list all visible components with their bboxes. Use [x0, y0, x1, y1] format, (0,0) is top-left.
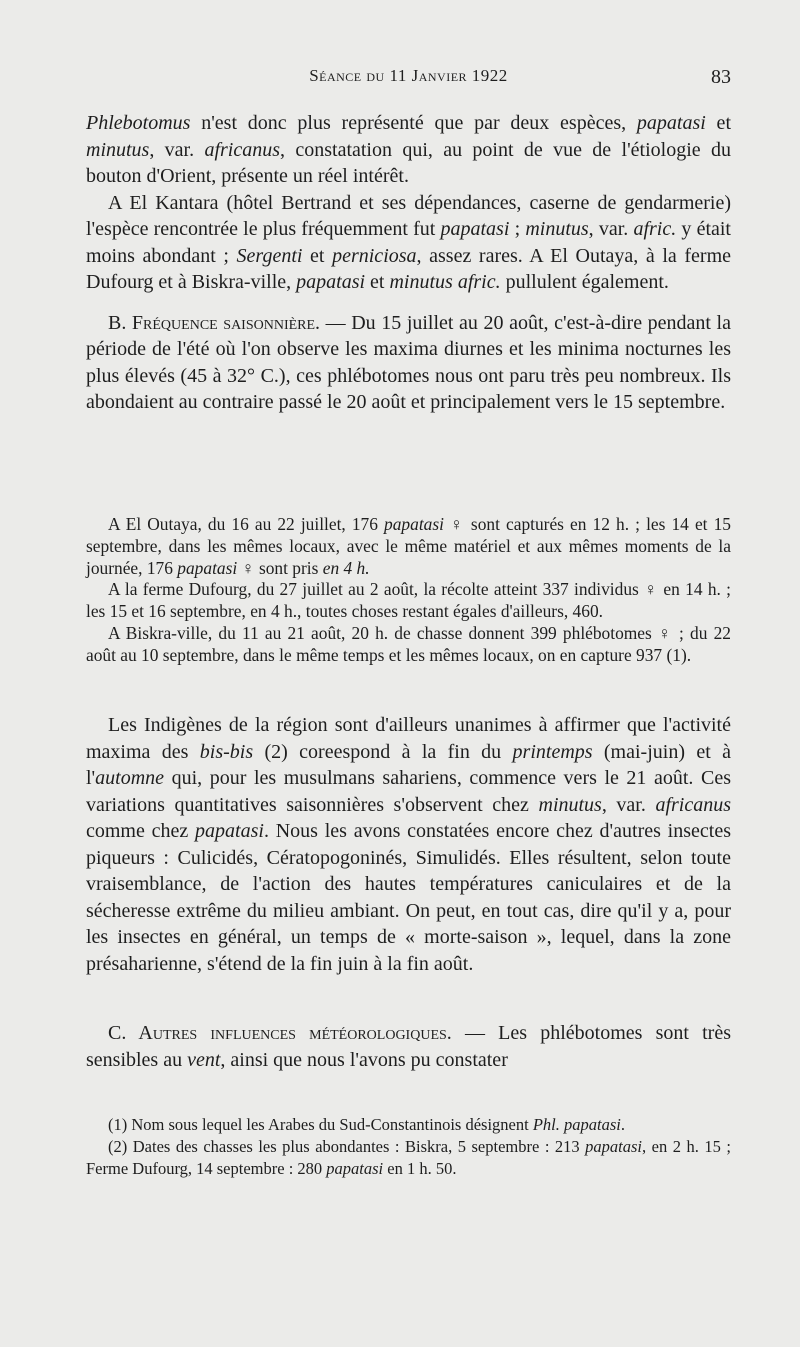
taxon-name: afric. [633, 218, 677, 240]
taxon-name: minutus afric. [389, 271, 501, 293]
section-heading-b: B. Fréquence saisonnière. [108, 311, 321, 334]
small-paragraph-2: A la ferme Dufourg, du 27 juillet au 2 août, la récolte atteint 337 individus ♀ en 14 h. ; les 15 et 16 septembre, en 4 h., toutes choses restant égales d'ailleurs, 460. [86, 579, 731, 622]
footnote-2: (2) Dates des chasses les plus abondantes : Biskra, 5 septembre : 213 papatasi, en 2 h. 15 ; Ferme Dufourg, 14 septembre : 280 papatasi en 1 h. 50. [86, 1137, 731, 1178]
taxon-name: africanus [204, 138, 281, 161]
taxon-name: minutus [538, 793, 602, 816]
section-heading-c: C. Autres influences météorologiques. [108, 1022, 452, 1044]
body-text-middle [86, 712, 731, 977]
taxon-name: papatasi [177, 557, 238, 578]
paragraph-1: Phlebotomus n'est donc plus représenté que par deux espèces, papatasi et minutus, var. africanus, constatation qui, au point de vue de l'étiologie du bouton d'Orient, présente un réel intérêt. [86, 112, 731, 187]
taxon-name: minutus [86, 138, 150, 161]
small-paragraph-1: A El Outaya, du 16 au 22 juillet, 176 papatasi ♀ sont capturés en 12 h. ; les 14 et 15 septembre, dans les mêmes locaux, avec le même matériel et aux mêmes moments de la journée, 176 papatasi ♀ sont pris en 4 h. [86, 514, 731, 578]
paragraph-5: C. Autres influences météorologiques. — Les phlébotomes sont très sensibles au vent, ainsi que nous l'avons pu constater [86, 1022, 731, 1071]
taxon-name: papatasi [440, 218, 510, 240]
body-text-top [86, 110, 731, 416]
taxon-name: papatasi [636, 112, 706, 134]
taxon-name: Phlebotomus [86, 112, 191, 134]
page-number: 83 [711, 66, 731, 88]
body-text-bottom [86, 1020, 731, 1073]
footnotes [86, 1114, 731, 1180]
taxon-name: papatasi [585, 1137, 643, 1156]
taxon-name: perniciosa [332, 244, 417, 267]
small-paragraph-3: A Biskra-ville, du 11 au 21 août, 20 h. de chasse donnent 399 phlébotomes ♀ ; du 22 août au 10 septembre, dans le même temps et les mêmes locaux, on en capture 937 (1). [86, 622, 731, 665]
taxon-name: africanus [655, 793, 732, 816]
taxon-name: papatasi [296, 271, 366, 293]
running-title: Séance du 11 Janvier 1922 [309, 66, 508, 85]
running-header [86, 66, 731, 96]
small-print-block [86, 514, 731, 667]
taxon-name: papatasi [195, 820, 264, 842]
taxon-name: papatasi [326, 1159, 384, 1178]
footnote-1: (1) Nom sous lequel les Arabes du Sud-Constantinois désignent Phl. papatasi. [108, 1115, 625, 1134]
paragraph-4: Les Indigènes de la région sont d'ailleurs unanimes à affirmer que l'activité maxima des bis-bis (2) coreespond à la fin du printemps (mai-juin) et à l'automne qui, pour les musulmans sahariens, commence vers le 21 août. Ces variations quantitatives saisonnières s'observent chez minutus, var. africanus comme chez papatasi. Nous les avons constatées encore chez d'autres insectes piqueurs : Culicidés, Cératopogoninés, Simulidés. Elles résultent, selon toute vraisemblance, de l'action des hautes températures caniculaires et de la sécheresse extrême du milieu ambiant. On peut, en tout cas, dire qu'il y a, pour les insectes en général, un temps de « morte-saison », lequel, dans la zone présaharienne, s'étend de la fin juin à la fin août. [86, 714, 732, 975]
taxon-name: Phl. papatasi [532, 1115, 621, 1134]
paragraph-3: B. Fréquence saisonnière. — Du 15 juillet au 20 août, c'est-à-dire pendant la période de l'été où l'on observe les maxima diurnes et les minima nocturnes les plus élevés (45 à 32° C.), ces phlébotomes nous ont paru très peu nombreux. Ils abondaient au contraire passé le 20 août et principalement vers le 15 septembre. [86, 311, 731, 413]
taxon-name: papatasi [384, 514, 444, 534]
taxon-name: Sergenti [236, 244, 303, 267]
paragraph-2: A El Kantara (hôtel Bertrand et ses dépendances, caserne de gendarmerie) l'espèce rencontrée le plus fréquemment fut papatasi ; minutus, var. afric. y était moins abondant ; Sergenti et perniciosa, assez rares. A El Outaya, à la ferme Dufourg et à Biskra-ville, papatasi et minutus afric. pullulent également. [86, 191, 732, 293]
taxon-name: minutus [525, 218, 589, 240]
